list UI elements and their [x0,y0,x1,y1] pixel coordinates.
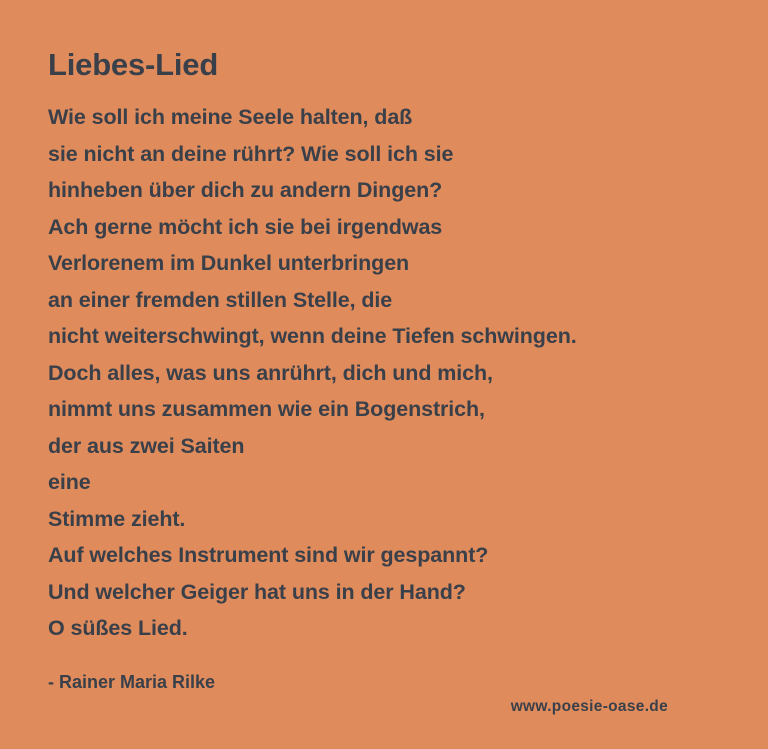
poem-line: der aus zwei Saiten [48,433,245,458]
poem-body [48,99,720,647]
site-credit: www.poesie-oase.de [510,698,668,715]
poem-line: Wie soll ich meine Seele halten, daß [48,105,413,130]
poem-line: Und welcher Geiger hat uns in der Hand? [48,579,466,604]
poem-line: an einer fremden stillen Stelle, die [48,287,393,312]
poem-line: O süßes Lied. [48,616,188,641]
page-title: Liebes-Lied [48,47,219,82]
poem-line: Stimme zieht. [48,506,186,531]
poem-line: Doch alles, was uns anrührt, dich und mich, [48,360,493,385]
poem-line: sie nicht an deine rührt? Wie soll ich sie [48,141,454,166]
poem-line: Auf welches Instrument sind wir gespannt? [48,543,489,568]
poem-line: hinheben über dich zu andern Dingen? [48,178,443,203]
poem-line: Verlorenem im Dunkel unterbringen [48,251,410,276]
poem-line: nicht weiterschwingt, wenn deine Tiefen schwingen. [48,324,577,349]
poem-line: eine [48,470,91,495]
poem-line: Ach gerne möcht ich sie bei irgendwas [48,214,443,239]
poem-author: - Rainer Maria Rilke [48,672,216,692]
poem-line: nimmt uns zusammen wie ein Bogenstrich, [48,397,485,422]
